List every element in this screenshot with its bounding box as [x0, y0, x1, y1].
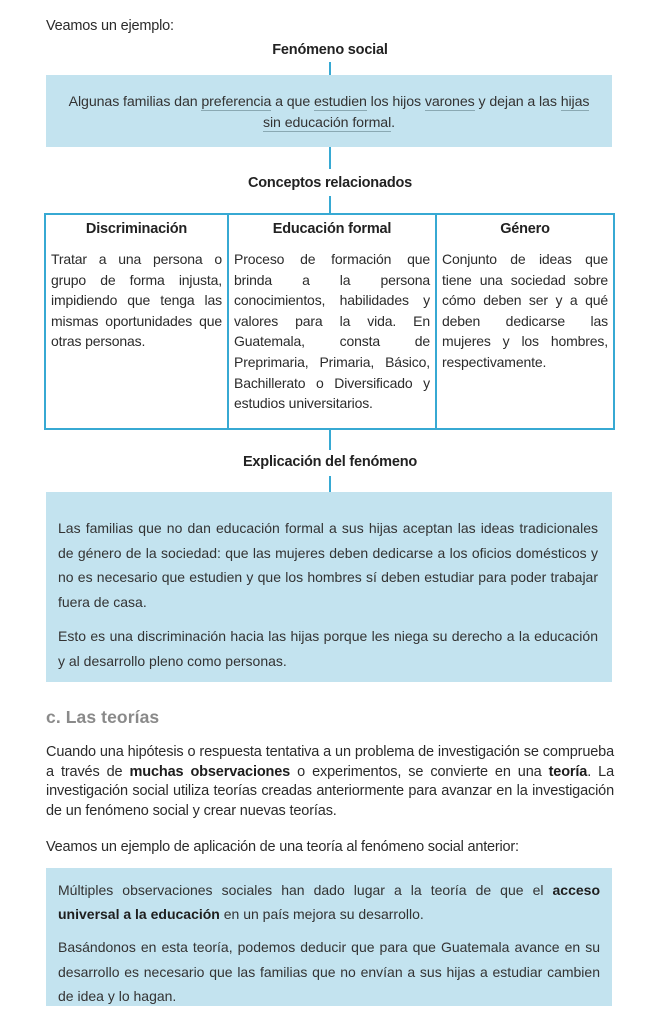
intro-text: Veamos un ejemplo:: [46, 18, 174, 34]
explanation-paragraph: Las familias que no dan educación formal a sus hijas aceptan las ideas tradicionales de género de la sociedad: que las mujeres deben dedicarse a los oficios domésticos y no es necesario que estudien y que los hombres sí deben estudiar para poder trabajar fuera de casa.: [58, 520, 598, 610]
phenomenon-label: Fenómeno social: [272, 42, 388, 58]
example-paragraph: Basándonos en esta teoría, podemos deducir que para que Guatemala avance en su desarrollo es necesario que las familias que no envían a sus hijas a estudiar cambien de idea y lo hagan.: [58, 939, 600, 1004]
phenomenon-text: Algunas familias dan preferencia a que estudien los hijos varones y dejan a las hijas sin educación formal.: [68, 94, 590, 131]
concept-title: Discriminación: [85, 221, 188, 237]
concept-title: Género: [500, 221, 550, 237]
phenomenon-box: [46, 75, 612, 147]
explanation-label: Explicación del fenómeno: [242, 454, 418, 470]
bold-term: muchas observaciones: [129, 763, 291, 780]
explanation-box: [46, 492, 612, 682]
underlined-term: hijas sin educación formal: [263, 94, 590, 131]
bold-term: teoría: [548, 763, 588, 780]
section-title: c. Las teorías: [46, 707, 160, 727]
explanation-paragraph: Esto es una discriminación hacia las hijas porque les niega su derecho a la educación y al desarrollo pleno como personas.: [58, 628, 598, 669]
underlined-term: varones: [424, 94, 475, 110]
example-paragraph: Múltiples observaciones sociales han dado lugar a la teoría de que el acceso universal a la educación en un país mejora su desarrollo.: [58, 882, 600, 923]
example-intro: Veamos un ejemplo de aplicación de una teoría al fenómeno social anterior:: [46, 839, 519, 855]
concept-definition: Tratar a una persona o grupo de forma injusta, impidiendo que tenga las mismas oportunidades que otras personas.: [51, 251, 222, 350]
concepts-table: [44, 213, 615, 430]
concept-column-genero: [435, 215, 613, 428]
theory-paragraph: Cuando una hipótesis o respuesta tentativa a un problema de investigación se comprueba a través de muchas observaciones o experimentos, se convierte en una teoría. La investigación social utiliza teorías creadas anteriormente para avanzar en la investigación de un fenómeno social y crear nuevas teorías.: [46, 744, 614, 819]
concept-definition: Conjunto de ideas que tiene una sociedad sobre cómo deben ser y a qué deben dedicarse las mujeres y los hombres, respectivamente.: [442, 251, 608, 370]
theory-example-box: [46, 868, 612, 1006]
connector-line: [329, 196, 331, 213]
concept-column-educacion-formal: [227, 215, 435, 428]
concept-title: Educación formal: [272, 221, 392, 237]
concepts-label: Conceptos relacionados: [248, 175, 412, 191]
connector-line: [329, 430, 331, 450]
underlined-term: preferencia: [201, 94, 272, 110]
connector-line: [329, 476, 331, 492]
concept-definition: Proceso de formación que brinda a la persona conocimientos, habilidades y valores para la vida. En Guatemala, consta de Preprimaria, Primaria, Básico, Bachillerato o Diversificado y estudios universitarios.: [234, 251, 430, 412]
connector-line: [329, 62, 331, 75]
connector-line: [329, 147, 331, 169]
underlined-term: estudien: [313, 94, 367, 110]
concept-column-discriminacion: [46, 215, 227, 428]
bold-term: acceso universal a la educación: [58, 882, 600, 923]
